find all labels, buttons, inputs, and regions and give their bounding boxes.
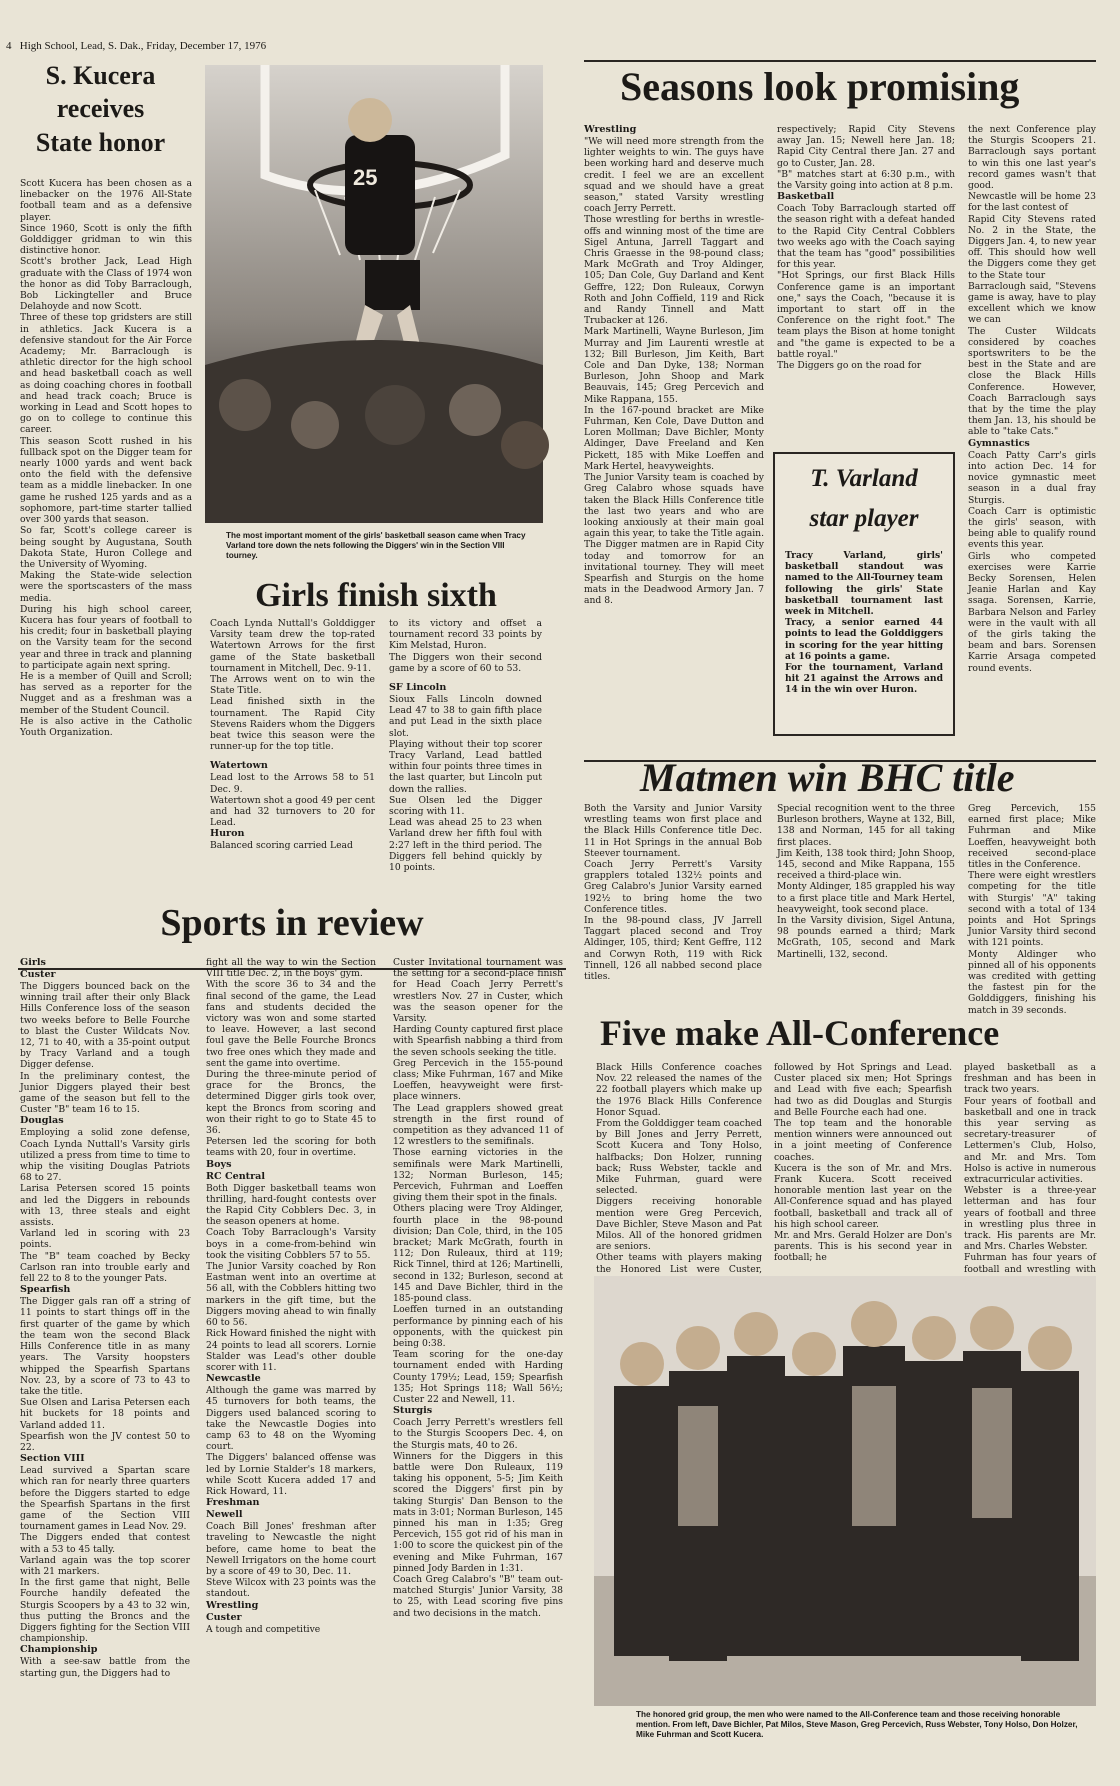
allconf-col-1: Black Hills Conference coaches Nov. 22 released the names of the 22 football players which make up the 1976 Black Hills Conference Honor Squad. From the Golddigger team coached by Bill Jones and Jerry Perrett, Scott Kucera and Tony Holso, halfbacks; Don Holzer, running back; Russ Webster, tackle and Mike Fuhrman, guard were selected. Diggers receiving honorable mention were Greg Percevich, Dave Bichler, Steve Mason and Pat Milos. All of the honored gridmen are seniors. Other teams with players making the Honored List were Custer, xyxy=(596,1062,762,1275)
all-conference-team-photo xyxy=(594,1276,1096,1706)
girls-sixth-lincoln-text: Sioux Falls Lincoln downed Lead 47 to 38 to gain fifth place and put Lead in the sixth place slot. Playing without their top scorer Tracy Varland, Lead battled within four points three times in the last quarter, but Lincoln put down the rallies. Sue Olsen led the Digger scoring with 11. Lead was ahead 25 to 23 when Varland drew her fifth foul with 2:27 left in the third period. The Diggers fell behind quickly by 10 points. xyxy=(389,694,542,874)
sports-paragraph: Coach Bill Jones' freshman after traveling to Newcastle the night before, came home to beat the Newell Irrigators on the home court by a score of 49 to 30, Dec. 11. Steve Wilcox with 23 points was the standout. xyxy=(206,1521,376,1600)
girls-sixth-headline: Girls finish sixth xyxy=(255,577,497,614)
sports-subhead: Boys xyxy=(206,1158,232,1170)
team-photo-caption: The honored grid group, the men who were named to the All-Conference team and those receiving honorable mention. From left, Dave Bichler, Pat Milos, Steve Mason, Greg Percevich, Russ Webster, Tony Holso, Don Holzer, Mike Fuhrman and Scott Kucera. xyxy=(636,1710,1078,1739)
sports-paragraph: The Diggers bounced back on the winning trail after their only Black Hills Conference loss of the season two weeks before to Belle Fourche to blast the Custer Wildcats Nov. 12, 71 to 40, with a 35-point output by Tracy Varland and a tough Digger defense. In the preliminary contest, the Junior Diggers played their best game of the season but fell to the Custer "B" team 16 to 15. xyxy=(20,981,190,1116)
sports-subhead: Newcastle xyxy=(206,1373,261,1385)
sports-paragraph: Lead survived a Spartan scare which ran for nearly three quarters before the Diggers started to edge the Spearfish Spartans in the first game of the Section VIII tournament games in Lead Nov. 29. The Diggers ended that contest with a 53 to 45 tally. Varland again was the top scorer with 21 markers. In the first game that night, Belle Fourche handily defeated the Sturgis Scoopers by a 43 to 32 win, thus putting the Broncs and the Diggers fighting for the Section VIII championship. xyxy=(20,1465,190,1645)
jersey-number: 25 xyxy=(353,165,378,190)
sports-paragraph: fight all the way to win the Section VIII title Dec. 2, in the boys' gym. With the score 36 to 34 and the final second of the game, the Lead fans and students decided the victory was won and some started to leave. However, a last second foul gave the Belle Fourche Broncs two free ones which they made and sent the game into overtime. During the three-minute period of grace for the Broncs, the determined Digger girls took over, kept the Broncs from scoring and won their right to go to State 45 to 36. Petersen led the scoring for both teams with 20, four in overtime. xyxy=(206,957,376,1159)
kucera-headline-line-3: State honor xyxy=(35,127,166,157)
seasons-top-rule xyxy=(584,60,1096,62)
sports-col-2 xyxy=(206,957,376,1767)
sports-subhead: Championship xyxy=(20,1644,98,1656)
team-photo-image xyxy=(594,1276,1096,1706)
folio-line: High School, Lead, S. Dak., Friday, December 17, 1976 xyxy=(19,40,267,52)
kucera-headline-line-1: S. Kucera xyxy=(45,61,156,90)
sports-subhead: Section VIII xyxy=(20,1453,85,1465)
page-number: 4 xyxy=(6,40,12,52)
girls-sixth-sub-sf-lincoln: SF Lincoln xyxy=(389,682,447,694)
net-cutting-photo xyxy=(205,65,543,523)
sports-subhead: Freshman xyxy=(206,1497,260,1509)
seasons-basketball-text: Coach Toby Barraclough started off the season right with a defeat handed to the Rapid City Central Cobblers two weeks ago with the Coach saying that the team has "good" possibilities for this year. "Hot Springs, our first Black Hills Conference game is an important one," says the Coach, "because it is important to start off in the Conference on the right foot." The team plays the Bison at home tonight and "the game is expected to be a battle royal." The Diggers go on the road for xyxy=(777,203,955,372)
net-photo-caption: The most important moment of the girls' basketball season came when Tracy Varland tore down the nets following the Diggers' win in the Section VIII tourney. xyxy=(226,531,526,560)
seasons-col-2 xyxy=(777,124,955,454)
sports-review-headline: Sports in review xyxy=(160,902,424,944)
allconf-col-2: followed by Hot Springs and Lead. Custer placed six men; Hot Springs and Lead with five each; Spearfish had two as did Douglas and Sturgis and Belle Fourche each had one. The top team and the honorable mention winners were announced out in a joint meeting of Conference coaches. Kucera is the son of Mr. and Mrs. Frank Kucera. Scott received honorable mention last year on the All-Conference squad and has played football, basketball and track all of his high school career. Mr. and Mrs. Gerald Holzer are Don's parents. This is his second year in football; he xyxy=(774,1062,952,1264)
girls-sixth-intro: Coach Lynda Nuttall's Golddigger Varsity team drew the top-rated Watertown Arrows for the first game of the State basketball tournament in Mitchell, Dec. 9-11. The Arrows went on to win the State Title. Lead finished sixth in the tournament. The Rapid City Stevens Raiders whom the Diggers beat twice this season were the runner-up for the top title. xyxy=(210,618,375,753)
sports-subhead: Spearfish xyxy=(20,1284,71,1296)
sports-subhead: Wrestling xyxy=(206,1599,259,1611)
matmen-col-2: Special recognition went to the three Burleson brothers, Wayne at 132, Bill, 138 and Norman, 145 for all taking first places. Jim Keith, 138 took third; John Shoop, 145, second and Mike Rappana, 155 received a third-place win. Monty Aldinger, 185 grappled his way to a first place title and Mark Hertel, heavyweight, took second place. In the Varsity division, Sigel Antuna, 98 pounds earned a third; Mark McGrath, 105, second and Mark Martinelli, 132, second. xyxy=(777,803,955,960)
seasons-gymnastics-text: Coach Patty Carr's girls into action Dec. 14 for novice gymnastic meet season in a dual fray Sturgis. Coach Carr is optimistic the girls' season, with being able to qualify round events this year. Girls who competed exercises were Karrie Becky Sorensen, Helen Jeanie Harlan and Kay ssaga. Sorensen, Karrie, Barbara Nelson and Farley were in the vault with all of the girls taking the beam and bars. Sorensen Karrie Arsaga competed round events. xyxy=(968,449,1096,674)
kucera-headline xyxy=(8,62,193,156)
matmen-headline: Matmen win BHC title xyxy=(640,755,1015,800)
seasons-sub-gymnastics: Gymnastics xyxy=(968,437,1030,449)
varland-headline-line-2: star player xyxy=(809,505,919,532)
sports-paragraph: Although the game was marred by 45 turnovers for both teams, the Diggers used balanced scoring to take the Newcastle Dogies into camp 63 to 48 on the Wyoming court. The Diggers' balanced offense was led by Lornie Stalder's 18 markers, while Scott Kucera added 17 and Rick Howard, 11. xyxy=(206,1385,376,1497)
seasons-col-1 xyxy=(584,124,764,744)
seasons-sub-basketball: Basketball xyxy=(777,191,835,203)
seasons-schedule-text: respectively; Rapid City Stevens away Jan. 15; Newell here Jan. 18; Rapid City Central there Jan. 27 and go to Custer, Jan. 28. "B" matches start at 6:30 p.m., with the Varsity going into action at 8 p.m. xyxy=(777,124,955,192)
sports-paragraph: The Digger gals ran off a string of 11 points to start things off in the first quarter of the game by which the team won the second Black Hills Conference title in as many years. The Varsity hoopsters whipped the Spearfish Spartans Nov. 23, by a score of 73 to 43 to take the title. Sue Olsen and Larisa Petersen each hit buckets for 18 points and Varland added 11. Spearfish won the JV contest 50 to 22. xyxy=(20,1296,190,1453)
sports-subhead: Custer xyxy=(20,969,56,980)
seasons-wrestling-text: "We will need more strength from the lighter weights to win. The guys have been working hard and deserve much credit. I feel we are an excellent squad and we should have a great season," stated Varsity wrestling coach Jerry Perrett. Those wrestling for berths in wrestle-offs and winning most of the time are Sigel Antuna, Jarrell Taggart and Chris Graesse in the 98-pound class; Mark McGrath and Troy Aldinger, 105; Dan Cole, Guy Darland and Kent Geffre, 122; Don Ruleaux, Corwyn Roth and John Coffield, 119 and Rick and Randy Tinnell and Matt Trubacker at 126. Mark Martinelli, Wayne Burleson, Jim Murray and Jim Laurenti wrestle at 132; Bill Burleson, Jim Keith, Bart Cole and Dan Dyke, 138; Norman Burleson, John Shoop and Mark Beauvais, 145; Greg Percevich and Mike Rappana, 155. In the 167-pound bracket are Mike Fuhrman, Ken Cole, Dave Dutton and Loren Mollman; Dave Bichler, Monty Aldinger, Dave Freeland and Ken Pickett, 185 with Mike Loeffen and Mark Hertel, heavyweights. The Junior Varsity team is coached by Greg Calabro whose squads have taken the Black Hills Conference title the last two years and who are looking anxiously at their main goal again this year, to take the Title again. The Digger matmen are in Rapid City today and tomorrow for an invitational tourney. They will meet Spearfish and Sturgis on the home mats in the Deadwood Armory Jan. 7 and 8. xyxy=(584,136,764,607)
girls-sixth-watertown-text: Lead lost to the Arrows 58 to 51 Dec. 9. Watertown shot a good 49 per cent and had 32 turnovers to 20 for Lead. xyxy=(210,772,375,829)
varland-headline-line-1: T. Varland xyxy=(810,465,918,492)
seasons-headline: Seasons look promising xyxy=(620,64,1020,109)
seasons-col-3 xyxy=(968,124,1096,774)
sports-col-1 xyxy=(20,957,190,1767)
sports-paragraph: A tough and competitive xyxy=(206,1623,321,1635)
girls-sixth-huron-text: Balanced scoring carried Lead xyxy=(210,840,353,852)
varland-box xyxy=(773,452,955,736)
seasons-col3-text: the next Conference play the Sturgis Scoopers 21. Barraclough says portant to win this one last year's record games wasn't that good. Newcastle will be home 23 for the last contest of Rapid City Stevens rated No. 2 in the State, the Diggers Jan. 4, to new year off. This should how well the Diggers come they get to the State tour Barraclough said, "Stevens game is away, have to play excellent which we know we can The Custer Wildcats considered by coaches sportswriters to be the best in the State and are close the Black Hills Conference. However, Coach Barraclough says that by the time the play them Jan. 13, his should be able to "take Cats." xyxy=(968,124,1096,438)
sports-subhead: RC Central xyxy=(206,1170,266,1182)
matmen-col-3: Greg Percevich, 155 earned first place; Mike Fuhrman and Mike Loeffen, heavyweight both received second-place titles in the Conference. There were eight wrestlers competing for the title with Sturgis' "A" taking second with a total of 134 points and Hot Springs Junior Varsity third second with 121 points. Monty Aldinger who pinned all of his opponents was credited with getting the fastest pin for the Golddiggers, finishing his match in 39 seconds. xyxy=(968,803,1096,1016)
page-folio xyxy=(6,40,266,52)
net-photo-image xyxy=(205,65,543,523)
sports-paragraph: With a see-saw battle from the starting gun, the Diggers had to xyxy=(20,1656,190,1679)
sports-subhead: Newell xyxy=(206,1509,243,1521)
sports-subhead: Custer xyxy=(206,1611,242,1623)
sports-subhead: Girls xyxy=(20,957,46,968)
sports-paragraph: Both Digger basketball teams won thrilling, hard-fought contests over the Rapid City Cobblers Dec. 3, in the season openers at home. Coach Toby Barraclough's Varsity boys in a come-from-behind win took the visiting Cobblers 57 to 55. The Junior Varsity coached by Ron Eastman went into an overtime at 56 all, with the Cobblers hitting two markers in the gift time, but the Diggers moving ahead to win finally 60 to 56. Rick Howard finished the night with 24 points to lead all scorers. Lornie Stalder was Lead's other double scorer with 11. xyxy=(206,1182,376,1373)
seasons-sub-wrestling: Wrestling xyxy=(584,124,637,135)
allconf-col-3: played basketball as a freshman and has been in track two years. Four years of football and basketball and one in track this year serving as secretary-treasurer of Lettermen's Club, Holso, and Mr. and Mrs. Tom Holso is active in numerous extracurricular activities. Webster is a three-year letterman and has four years of football and three in wrestling plus three in track. His parents are Mr. and Mrs. Charles Webster. Fuhrman has four years of football and wrestling with xyxy=(964,1062,1096,1275)
girls-sixth-col2-text: to its victory and offset a tournament record 33 points by Kim Melstad, Huron. The Diggers won their second game by a score of 60 to 53. xyxy=(389,618,542,674)
varland-body: Tracy Varland, girls' basketball standout was named to the All-Tourney team following the girls' State basketball tournament last week in Mitchell. Tracy, a senior earned 44 points to lead the Golddiggers in scoring for the year hitting at 16 points a game. For the tournament, Varland hit 21 against the Arrows and 14 in the win over Huron. xyxy=(785,550,944,696)
sports-subhead: Douglas xyxy=(20,1115,64,1127)
sports-paragraph: Custer Invitational tournament was the setting for a second-place finish for Head Coach Jerry Perrett's wrestlers Nov. 27 in Custer, which was the season opener for the Varsity. Harding County captured first place with Spearfish nabbing a third from the seven schools seeking the title. Greg Percevich in the 155-pound class; Mike Fuhrman, 167 and Mike Loeffen, heavyweight were first-place winners. The Lead grapplers showed great strength in the first round of competition as they advanced 11 of 12 wrestlers to the semifinals. Those earning victories in the semifinals were Mark Martinelli, 132; Norman Burleson, 145; Percevich, Fuhrman and Loeffen giving them their spot in the finals. Others placing were Troy Aldinger, fourth place in the 98-pound division; Dan Cole, third, in the 105 bracket; Mark McGrath, fourth in 112; Don Ruleaux, third at 119; Rick Tinnel, third at 126; Martinelli, second in 132; Burleson, second at 145 and Dave Bichler, third in the 185-pound class. Loeffen turned in an outstanding performance by pinning each of his opponents, with the quickest pin being 0:38. Team scoring for the one-day tournament ended with Harding County 179½; Lead, 159; Spearfish 135; Hot Springs 118; Wall 56½; Custer 22 and Newell, 11. xyxy=(393,957,563,1405)
sports-subhead: Sturgis xyxy=(393,1405,433,1417)
matmen-col-1: Both the Varsity and Junior Varsity wrestling teams won first place and the Black Hills Conference title Dec. 11 in Hot Springs in the annual Bob Steever tournament. Coach Jerry Perrett's Varsity grapplers totaled 132½ points and Greg Calabro's Junior Varsity earned 192½ to bring home the two Conference titles. In the 98-pound class, JV Jarrell Taggart placed second and Troy Aldinger, 105, third; Kent Geffre, 112 and Corwyn Roth, 119 with Rick Tinnell, 126 all nabbed second place titles. xyxy=(584,803,762,983)
kucera-headline-line-2: receives xyxy=(56,94,145,124)
sports-paragraph: Employing a solid zone defense, Coach Lynda Nuttall's Varsity girls utilized a press from time to time to whip the visiting Douglas Patriots 68 to 27. Larisa Petersen scored 15 points and led the Diggers in rebounds with 13, three steals and eight assists. Varland led in scoring with 23 points. The "B" team coached by Becky Carlson ran into trouble early and fell 22 to 8 to the younger Pats. xyxy=(20,1127,190,1285)
allconf-headline: Five make All-Conference xyxy=(600,1013,1000,1053)
sports-paragraph: Coach Jerry Perrett's wrestlers fell to the Sturgis Scoopers Dec. 4, on the Sturgis mats, 40 to 26. Winners for the Diggers in this battle were Don Ruleaux, 119 taking his opponent, 5-5; Jim Keith scored the Diggers' first pin by taking Sturgis' Dan Benson to the mats in 3:01; Norman Burleson, 145 pinned his man in 1:35; Greg Percevich, 155 got rid of his man in 1:00 to score the quickest pin of the evening and Mike Fuhrman, 167 pinned Jody Barden in 1:31. Coach Greg Calabro's "B" team out-matched Sturgis' Junior Varsity, 38 to 25, with Lead scoring five pins and two decisions in the match. xyxy=(393,1417,563,1619)
sports-col-3 xyxy=(393,957,563,1767)
girls-sixth-sub-watertown: Watertown xyxy=(210,760,268,772)
kucera-article-body: Scott Kucera has been chosen as a linebacker on the 1976 All-State football team and as a defensive player. Since 1960, Scott is only the fifth Golddigger gridman to win this distinctive honor. Scott's brother Jack, Lead High graduate with the Class of 1974 won the honor as did Toby Barraclough, Bob Lickingteller and Bruce Delahoyde and now Scott. Three of these top gridsters are still in athletics. Jack Kucera is a defensive standout for the Air Force Academy; Mr. Barraclough is athletic director for the high school and head basketball coach as well as doing coaching chores in football and head track coach; Bruce is working in Lead and Scott hopes to go on to college to continue this career. This season Scott rushed in his fullback spot on the Digger team for nearly 1000 yards and went back onto the field with the defensive team as a middle linebacker. In one game he rushed 125 yards and as a sophomore, part-time starter tallied over 300 yards that season. So far, Scott's college career is being sought by Augustana, South Dakota State, Huron College and the University of Wyoming. Making the State-wide selection were the sportscasters of the mass media. During his high school career, Kucera has four years of football to his credit; four in basketball playing on the Varsity team for the second year and three in track and planning to participate again next spring. He is a member of Quill and Scroll; has served as a reporter for the Nugget and as a freshman was a member of the Student Council. He is also active in the Catholic Youth Organization. xyxy=(20,178,192,738)
girls-sixth-sub-huron: Huron xyxy=(210,828,245,840)
